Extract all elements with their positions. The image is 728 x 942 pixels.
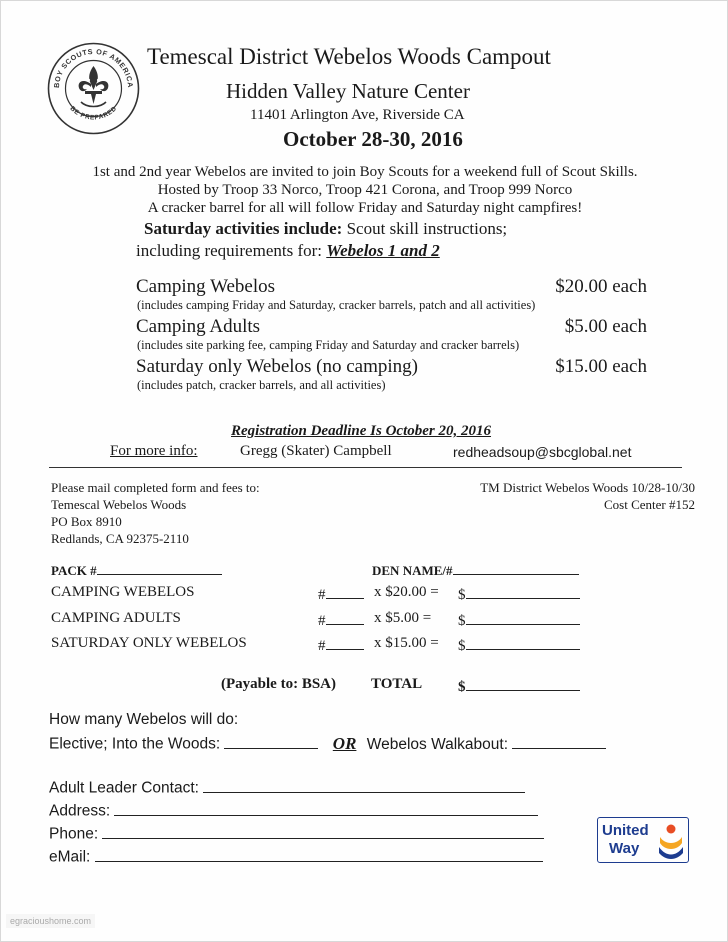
more-info-label: For more info:	[110, 443, 198, 459]
event-reference: TM District Webelos Woods 10/28-10/30	[480, 480, 695, 495]
price-item-name: Saturday only Webelos (no camping)	[136, 356, 419, 377]
amount-dollar: $	[458, 613, 466, 629]
united-way-logo	[597, 817, 689, 863]
amount-blank[interactable]	[466, 584, 580, 599]
form-row-rate: x $15.00 =	[374, 635, 439, 651]
phone-field[interactable]	[49, 823, 544, 844]
electives-line	[49, 733, 606, 754]
united-way-hand-icon	[657, 823, 685, 859]
bsa-seal-graphic	[47, 42, 140, 135]
address-blank[interactable]	[114, 800, 538, 816]
qty-hash: #	[318, 638, 326, 654]
event-title: Temescal District Webelos Woods Campout	[147, 44, 551, 69]
price-item-price: $5.00 each	[564, 316, 647, 337]
contact-name: Gregg (Skater) Campbell	[240, 443, 392, 459]
united-way-line-1: United	[602, 822, 649, 839]
den-field[interactable]	[372, 562, 579, 579]
price-item-name: Camping Adults	[136, 316, 261, 337]
address-field[interactable]	[49, 800, 538, 821]
form-row-amount[interactable]	[458, 610, 580, 630]
price-item-note: (includes site parking fee, camping Friday and Saturday and cracker barrels)	[137, 338, 520, 352]
price-item-price: $15.00 each	[555, 356, 647, 377]
event-dates: October 28-30, 2016	[283, 127, 463, 151]
form-row-rate: x $5.00 =	[374, 610, 432, 626]
email-field[interactable]	[49, 846, 543, 867]
section-divider	[49, 467, 682, 468]
price-item-note: (includes camping Friday and Saturday, cracker barrels, patch and all activities)	[137, 298, 536, 312]
form-row-amount[interactable]	[458, 584, 580, 604]
pack-field[interactable]	[51, 562, 222, 579]
mail-org: Temescal Webelos Woods	[51, 497, 187, 512]
price-item-name: Camping Webelos	[136, 276, 276, 297]
qty-blank[interactable]	[326, 635, 364, 650]
walkabout-blank[interactable]	[512, 733, 606, 749]
qty-hash: #	[318, 613, 326, 629]
form-row-amount[interactable]	[458, 635, 580, 655]
cost-center: Cost Center #152	[604, 497, 695, 512]
pack-label: PACK #	[51, 563, 97, 578]
den-label: DEN NAME/#	[372, 563, 453, 578]
qty-hash: #	[318, 587, 326, 603]
mail-city: Redlands, CA 92375-2110	[51, 531, 189, 546]
saturday-activities-label: Saturday activities include:	[144, 219, 343, 238]
elective-label: Elective; Into the Woods:	[49, 735, 221, 753]
qty-blank[interactable]	[326, 610, 364, 625]
leader-contact-field[interactable]	[49, 777, 525, 798]
intro-line-2: Hosted by Troop 33 Norco, Troop 421 Corona, and Troop 999 Norco	[157, 182, 573, 198]
venue-name: Hidden Valley Nature Center	[226, 79, 470, 103]
watermark: egracioushome.com	[6, 914, 95, 928]
total-blank[interactable]	[466, 676, 580, 691]
form-row-qty[interactable]	[318, 584, 364, 604]
total-label: TOTAL	[371, 676, 423, 692]
amount-blank[interactable]	[466, 610, 580, 625]
qty-blank[interactable]	[326, 584, 364, 599]
requirements-line	[136, 241, 440, 261]
price-item-note: (includes patch, cracker barrels, and all activities)	[137, 378, 386, 392]
leader-contact-blank[interactable]	[203, 777, 525, 793]
form-row-label: CAMPING WEBELOS	[51, 584, 195, 600]
form-row-label: CAMPING ADULTS	[51, 610, 181, 626]
registration-deadline: Registration Deadline Is October 20, 2016	[231, 423, 492, 439]
or-label: OR	[332, 733, 357, 753]
mail-po-box: PO Box 8910	[51, 514, 122, 529]
venue-address: 11401 Arlington Ave, Riverside CA	[250, 107, 465, 123]
payable-to: (Payable to: BSA)	[221, 676, 336, 692]
amount-dollar: $	[458, 587, 466, 603]
svg-text:BE PREPARED: BE PREPARED	[68, 105, 119, 122]
form-row-label: SATURDAY ONLY WEBELOS	[51, 635, 247, 651]
requirements-highlight: Webelos 1 and 2	[326, 241, 440, 260]
total-field[interactable]	[458, 676, 580, 696]
svg-text:BOY SCOUTS OF AMERICA: BOY SCOUTS OF AMERICA	[51, 46, 136, 89]
amount-dollar: $	[458, 638, 466, 654]
bsa-seal	[47, 42, 140, 135]
form-row-qty[interactable]	[318, 610, 364, 630]
contact-email: redheadsoup@sbcglobal.net	[453, 444, 632, 460]
pack-blank[interactable]	[97, 562, 222, 575]
phone-blank[interactable]	[102, 823, 544, 839]
saturday-activities	[144, 219, 507, 239]
intro-line-1: 1st and 2nd year Webelos are invited to join Boy Scouts for a weekend full of Scout Skills.	[92, 164, 638, 180]
form-row-qty[interactable]	[318, 635, 364, 655]
phone-label: Phone:	[49, 825, 99, 843]
amount-blank[interactable]	[466, 635, 580, 650]
email-label: eMail:	[49, 848, 91, 866]
united-way-line-2: Way	[609, 840, 640, 857]
price-item-price: $20.00 each	[555, 276, 647, 297]
leader-contact-label: Adult Leader Contact:	[49, 779, 199, 797]
intro-line-3: A cracker barrel for all will follow Friday and Saturday night campfires!	[147, 200, 583, 216]
form-row-rate: x $20.00 =	[374, 584, 439, 600]
electives-question: How many Webelos will do:	[49, 711, 239, 728]
mail-instruction: Please mail completed form and fees to:	[51, 480, 260, 495]
walkabout-label: Webelos Walkabout:	[366, 735, 509, 753]
den-blank[interactable]	[453, 562, 579, 575]
email-blank[interactable]	[95, 846, 543, 862]
saturday-activities-text: Scout skill instructions;	[342, 219, 508, 238]
elective-blank[interactable]	[224, 733, 318, 749]
total-dollar: $	[458, 679, 466, 695]
address-label: Address:	[49, 802, 111, 820]
requirements-text: including requirements for:	[136, 241, 327, 260]
